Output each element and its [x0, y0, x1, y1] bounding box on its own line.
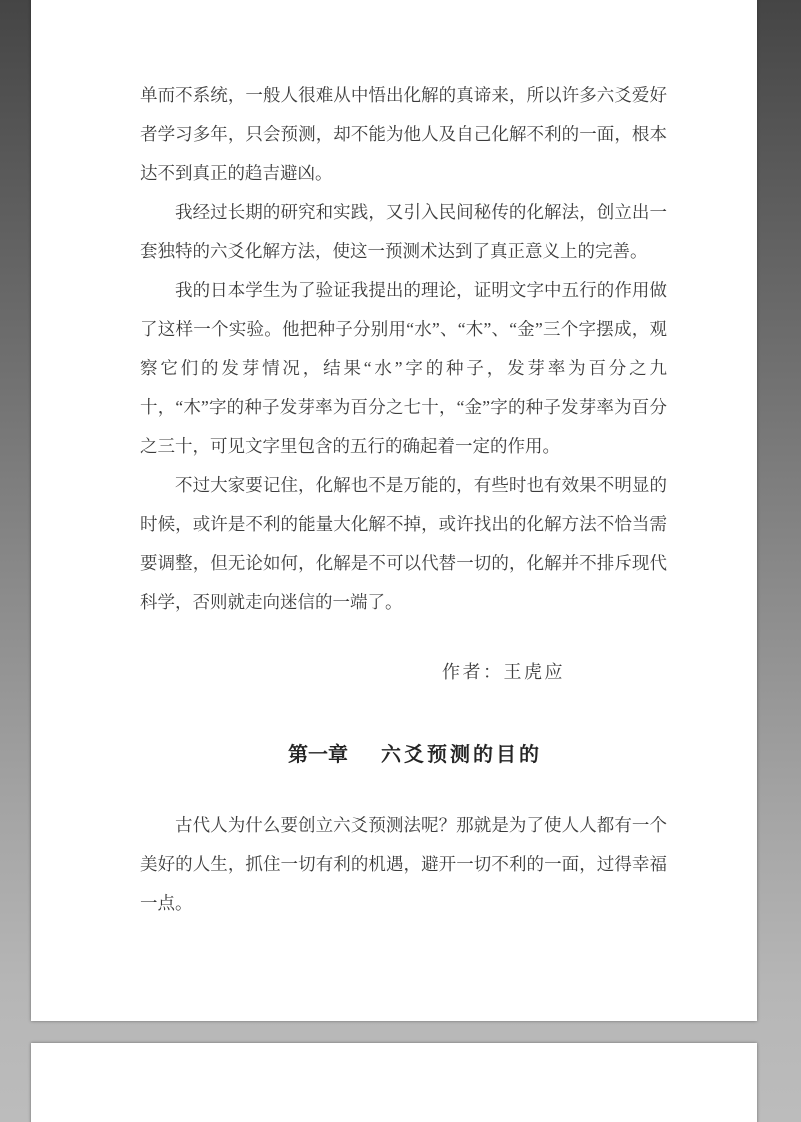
page-sheet-current [31, 0, 757, 1021]
body-paragraph: 古代人为什么要创立六爻预测法呢？那就是为了使人人都有一个美好的人生，抓住一切有利的机遇，避开一切不利的一面，过得幸福一点。 [140, 815, 667, 913]
body-paragraph: 我经过长期的研究和实践，又引入民间秘传的化解法，创立出一套独特的六爻化解方法，使这一预测术达到了真正意义上的完善。 [140, 202, 667, 261]
page-sheet-next [31, 1043, 757, 1122]
author-line: 作者：王虎应 [442, 662, 565, 682]
body-paragraph: 不过大家要记住，化解也不是万能的，有些时也有效果不明显的时候，或许是不利的能量大化解不掉，或许找出的化解方法不恰当需要调整，但无论如何，化解是不可以代替一切的，化解并不排斥现代科学，否则就走向迷信的一端了。 [140, 475, 667, 612]
chapter-heading [140, 736, 667, 775]
chapter-title: 六爻预测的目的 [381, 744, 542, 766]
body-paragraph: 单而不系统，一般人很难从中悟出化解的真谛来，所以许多六爻爱好者学习多年，只会预测，却不能为他人及自己化解不利的一面，根本达不到真正的趋吉避凶。 [140, 85, 667, 183]
body-paragraph: 我的日本学生为了验证我提出的理论，证明文字中五行的作用做了这样一个实验。他把种子分别用“水”、“木”、“金”三个字摆成，观察它们的发芽情况，结果“水”字的种子，发芽率为百分之九十，“木”字的种子发芽率为百分之七十，“金”字的种子发芽率为百分之三十，可见文字里包含的五行的确起着一定的作用。 [140, 280, 667, 456]
page-text-block [140, 76, 667, 923]
chapter-number: 第一章 [288, 744, 348, 766]
